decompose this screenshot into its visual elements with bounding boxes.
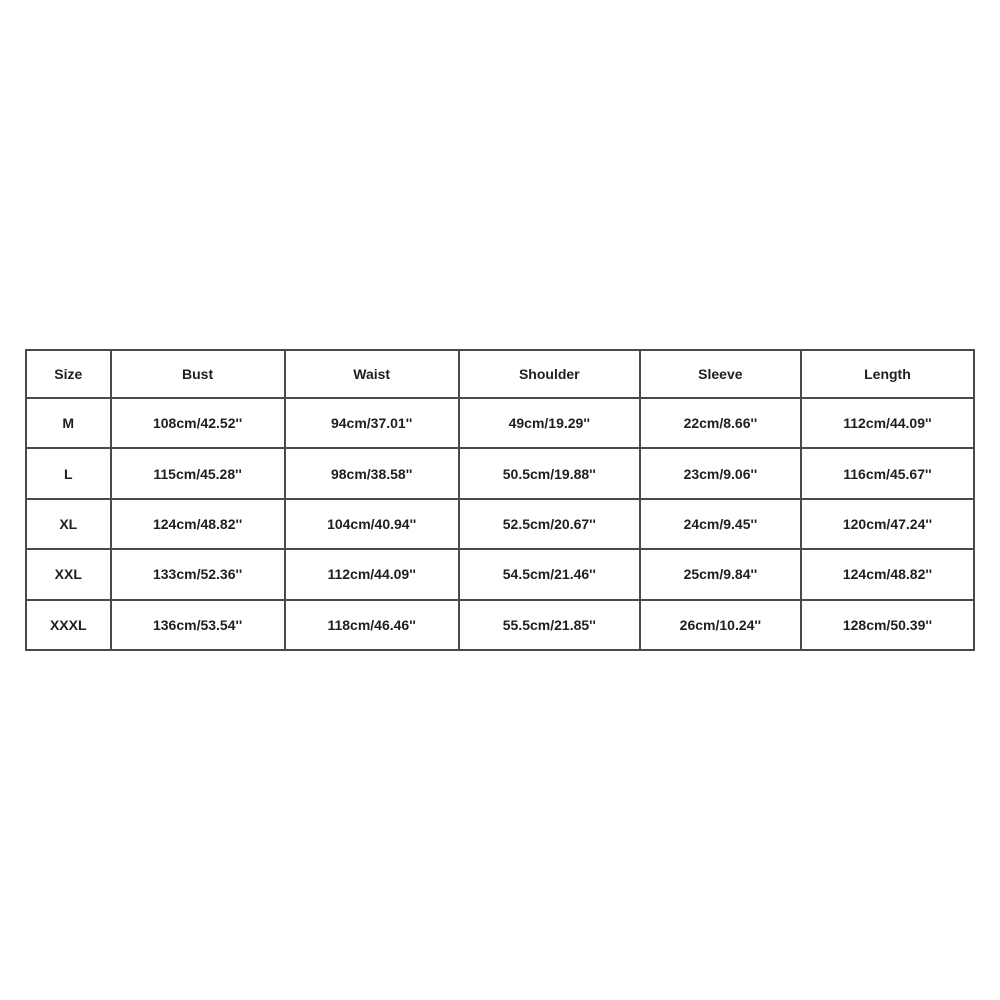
cell-size: XXXL [26,600,111,650]
header-bust: Bust [111,350,285,398]
header-sleeve: Sleeve [640,350,801,398]
cell-bust: 108cm/42.52'' [111,398,285,448]
cell-bust: 115cm/45.28'' [111,448,285,498]
size-chart-table [25,349,975,651]
cell-waist: 94cm/37.01'' [285,398,459,448]
cell-sleeve: 24cm/9.45'' [640,499,801,549]
table-row [26,499,974,549]
cell-sleeve: 26cm/10.24'' [640,600,801,650]
cell-bust: 136cm/53.54'' [111,600,285,650]
header-length: Length [801,350,974,398]
cell-waist: 118cm/46.46'' [285,600,459,650]
cell-size: XL [26,499,111,549]
table-row [26,600,974,650]
cell-length: 128cm/50.39'' [801,600,974,650]
table-row [26,398,974,448]
table-row [26,549,974,599]
cell-size: XXL [26,549,111,599]
cell-waist: 98cm/38.58'' [285,448,459,498]
cell-length: 112cm/44.09'' [801,398,974,448]
header-size: Size [26,350,111,398]
cell-length: 116cm/45.67'' [801,448,974,498]
cell-sleeve: 23cm/9.06'' [640,448,801,498]
table-row [26,448,974,498]
cell-waist: 104cm/40.94'' [285,499,459,549]
cell-bust: 133cm/52.36'' [111,549,285,599]
cell-shoulder: 55.5cm/21.85'' [459,600,640,650]
header-shoulder: Shoulder [459,350,640,398]
cell-waist: 112cm/44.09'' [285,549,459,599]
cell-length: 120cm/47.24'' [801,499,974,549]
cell-size: M [26,398,111,448]
cell-size: L [26,448,111,498]
table-header-row [26,350,974,398]
cell-sleeve: 25cm/9.84'' [640,549,801,599]
cell-bust: 124cm/48.82'' [111,499,285,549]
cell-sleeve: 22cm/8.66'' [640,398,801,448]
cell-shoulder: 49cm/19.29'' [459,398,640,448]
cell-length: 124cm/48.82'' [801,549,974,599]
cell-shoulder: 54.5cm/21.46'' [459,549,640,599]
header-waist: Waist [285,350,459,398]
cell-shoulder: 50.5cm/19.88'' [459,448,640,498]
cell-shoulder: 52.5cm/20.67'' [459,499,640,549]
